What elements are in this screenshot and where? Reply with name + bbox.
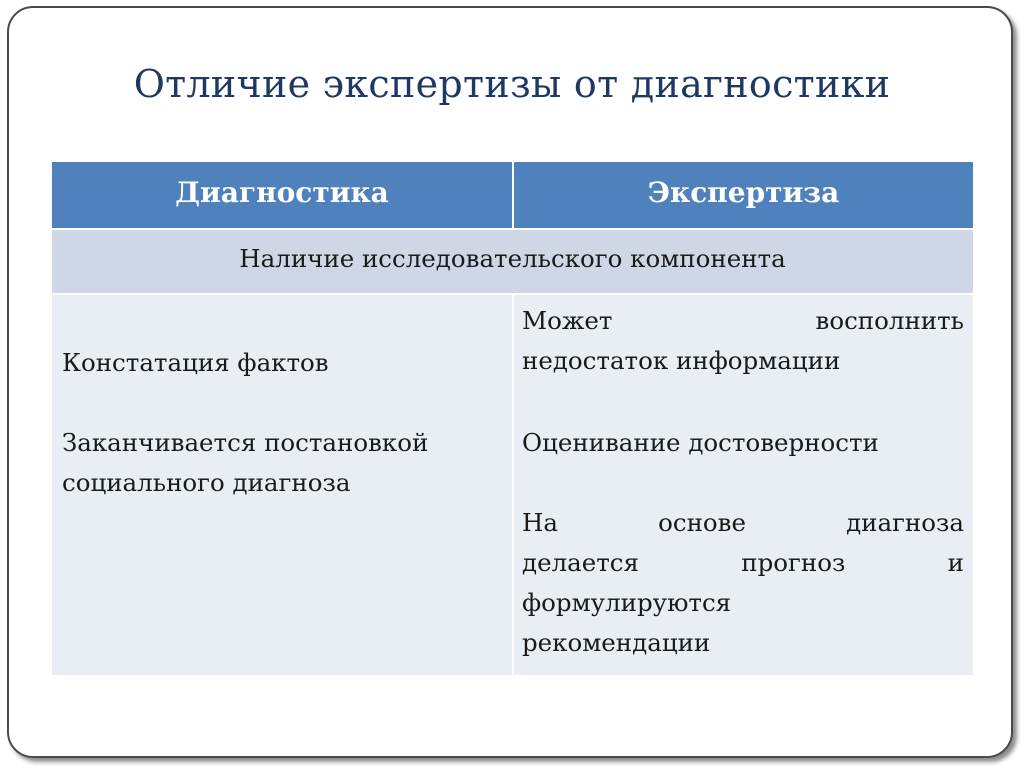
table-body-row <box>52 293 973 675</box>
right-item-forecast-line2 <box>522 543 964 583</box>
left-item-statement-of-facts: Констатация фактов <box>62 348 329 377</box>
word: восполнить <box>815 306 964 335</box>
comparison-table <box>52 162 973 675</box>
header-diagnostics: Диагностика <box>175 176 389 209</box>
word: На <box>522 508 558 537</box>
left-item-ends-with-diagnosis: Заканчивается постановкой социального диагноза <box>62 428 429 497</box>
right-item-forecast-recommendations <box>522 503 964 663</box>
word: прогноз <box>741 548 846 577</box>
word: делается <box>522 548 639 577</box>
shared-row-cell: Наличие исследовательского компонента <box>239 244 786 273</box>
right-item-fill-information-gap-line1 <box>522 301 964 341</box>
shared-row <box>52 228 973 293</box>
right-item-fill-information-gap <box>522 301 964 381</box>
word: основе <box>658 508 746 537</box>
word: Может <box>522 306 613 335</box>
word: и <box>947 548 964 577</box>
right-item-reliability-assessment: Оценивание достоверности <box>522 428 879 457</box>
word: диагноза <box>846 508 964 537</box>
header-expertise: Экспертиза <box>647 176 840 209</box>
column-divider <box>512 295 514 675</box>
slide-title: Отличие экспертизы от диагностики <box>133 62 891 106</box>
right-item-forecast-line3: формулируются <box>522 588 732 617</box>
right-item-forecast-line4: рекомендации <box>522 628 711 657</box>
table-header-row <box>52 162 973 228</box>
right-item-fill-information-gap-line2: недостаток информации <box>522 346 841 375</box>
right-item-forecast-line1 <box>522 503 964 543</box>
